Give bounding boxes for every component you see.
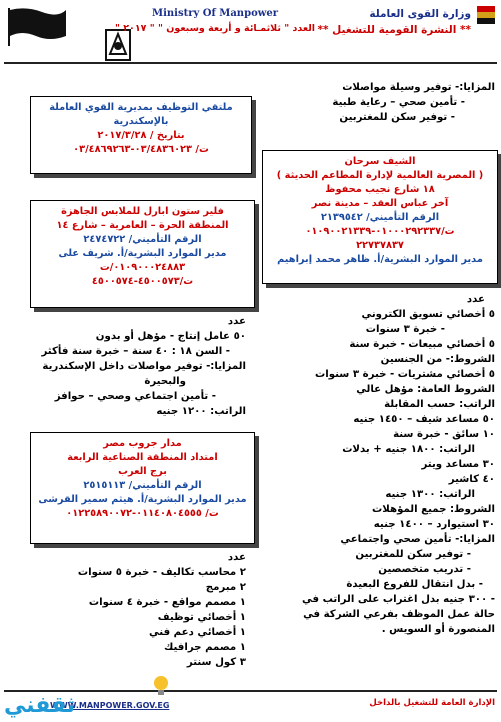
company-phone: ت/٤٥٠٠٥٧٣-٤٥٠٠٥٧٤ (91, 276, 194, 287)
forum-title: ملتقي التوظيف بمديرية القوي العاملة (49, 102, 233, 113)
job-line: ٣٠ استيوارد – ١٤٠٠ جنيه (373, 519, 495, 530)
company-address: برج العرب (118, 466, 167, 477)
company-full: ( المصرية العالمية لإدارة المطاعم الحديثة ) (276, 170, 484, 181)
count-header: عدد (227, 316, 246, 327)
footer-department: الإدارة العامة للتشغيل بالداخل (369, 698, 495, 708)
company-address: المنطقة الحرة – العامرية – شارع ١٤ (56, 220, 229, 231)
lightbulb-icon (150, 674, 172, 698)
issue-number: العدد " ثلاثمـائة و أربعة وسبعون " " ٢٠١٧ " (114, 23, 316, 34)
hr-manager: مدير الموارد البشرية/أ. هيثم سمير القرشى (38, 494, 247, 505)
job-line: - بدل انتقال للفروع البعيدة (346, 579, 483, 590)
job-line: ١ أخصائي توظيف (157, 612, 246, 623)
company-phone: ٠١٠٩٠٠٠٢٤٨٨٣/ت (99, 262, 186, 273)
company-address: ١٨ شارع نجيب محفوظ (325, 184, 435, 195)
job-line: الشروط:- من الجنسين (380, 354, 495, 365)
job-line: المزايا:- تأمين صحي واجتماعي (340, 534, 495, 545)
job-line: المزايا:- توفير مواصلات داخل الإسكندرية (42, 361, 246, 372)
flag-logo-icon (6, 6, 68, 46)
company-name: الشيف سرحان (344, 156, 416, 167)
left-job-list-2 (26, 550, 246, 670)
left-job-list-1 (26, 314, 246, 419)
job-line: الشروط: جميع المؤهلات (372, 504, 495, 515)
footer-website[interactable]: WWW.MANPOWER.GOV.EG (50, 701, 170, 710)
job-line: ٢ محاسب تكاليف - خبرة ٥ سنوات (77, 567, 246, 578)
job-line: ٤٠ كاشير (448, 474, 495, 485)
right-job-list (259, 292, 495, 637)
job-line: ١ أخصائي دعم فني (148, 627, 246, 638)
company-phones: ت/ ٠١١٤٠٨٠٤٥٥٥-٠١٢٢٥٨٩٠٠٧٢ (66, 508, 219, 519)
header-arabic (311, 6, 471, 38)
job-line: الراتب: ١٣٠٠ جنيه (385, 489, 475, 500)
job-line: حالة عمل الموظف بفرعي الشركة في (303, 609, 495, 620)
hr-manager: مدير الموارد البشرية/أ. ظاهر محمد إبراهيم (277, 254, 483, 265)
job-line: المنصورة أو السويس . (381, 624, 495, 635)
job-line: ١ مصمم مواقع - خبرة ٤ سنوات (88, 597, 246, 608)
groupe-box (30, 432, 255, 544)
header-divider (4, 62, 497, 64)
job-line: ٥ أخصائي مبيعات - خبرة سنة (349, 339, 495, 350)
job-line: - تدريب متخصصين (378, 564, 471, 575)
company-name: مدار جروب مصر (103, 438, 182, 449)
job-line: ٥ أخصائي مشتريات - خبرة ٣ سنوات (315, 369, 495, 380)
job-line: ٣٠ مساعد ويتر (421, 459, 495, 470)
insurance-number: الرقم التأميني/ ٢٤٧٤٧٢٢ (83, 234, 202, 245)
forum-date: بتاريخ / ٢٠١٧/٣/٢٨ (97, 130, 185, 141)
job-line: الراتب: ١٨٠٠ جنيه + بدلات (342, 444, 475, 455)
job-line: - السن ١٨ : ٤٠ سنة – خبرة سنة فأكثر (41, 346, 230, 357)
footer-divider (4, 690, 497, 692)
filer-box (30, 200, 255, 308)
ministry-arabic: وزارة القوى العاملة (369, 8, 471, 20)
job-line: ١٠ سائق - خبرة سنة (393, 429, 495, 440)
job-line: ١ مصمم جرافيك (164, 642, 246, 653)
sherhan-box (262, 150, 498, 284)
forum-phones: ت/ ٠٣/٤٨٣٦٠٢٣-٠٣/٤٨٦٩٢٦٣ (73, 144, 209, 155)
job-line: ٥٠ مساعد شيف – ١٤٥٠ جنيه (353, 414, 495, 425)
company-address: آخر عباس العقد – مدينة نصر (311, 198, 449, 209)
job-line: الشروط العامة: مؤهل عالي (356, 384, 495, 395)
job-line: ٢ مبرمج (205, 582, 246, 593)
bulletin-title: ** النشرة القومية للتشغيل ** (317, 24, 471, 36)
job-line: ٥٠ عامل إنتاج - مؤهل أو بدون (95, 331, 246, 342)
ministry-english: Ministry Of Manpower (152, 8, 278, 19)
benefit-line: - توفير سكن للمغتربين (339, 112, 455, 123)
header-center (90, 8, 340, 34)
job-line: والبحيرة (144, 376, 186, 387)
job-line: الراتب: ١٢٠٠ جنيه (156, 406, 246, 417)
company-name: فلير ستون ابارل للملابس الجاهزة (61, 206, 224, 217)
right-top-benefits (259, 80, 495, 125)
company-address: امتداد المنطقة الصناعية الرابعة (67, 452, 218, 463)
job-line: - تأمين اجتماعي وصحي – حوافز (54, 391, 216, 402)
job-line: - خبرة ٣ سنوات (365, 324, 445, 335)
company-phone: ٢٢٧٣٧٨٣٧ (356, 240, 404, 251)
benefit-line: المزايا:- توفير وسيلة مواصلات (342, 82, 495, 93)
benefit-line: - تأمين صحي – رعاية طبية (332, 97, 465, 108)
job-line: - توفير سكن للمغتربين (355, 549, 471, 560)
watermark-logo: ثقفني (4, 693, 76, 718)
insurance-number: الرقم التأميني/ ٢١٣٩٥٤٢ (320, 212, 440, 223)
hr-manager: مدير الموارد البشرية/أ. شريف على (58, 248, 227, 259)
job-line: ٣ كول سنتر (186, 657, 246, 668)
forum-box (30, 96, 252, 174)
eagle-emblem-icon (475, 4, 497, 26)
forum-city: بالإسكندرية (113, 116, 169, 127)
insurance-number: الرقم التأميني/ ٢٥١٥١١٣ (83, 480, 202, 491)
count-header: عدد (466, 294, 485, 305)
company-phone: ت/٠١٠٠٠٢٩٢٣٣٧-٠١٠٩٠٠٢١٣٣٩ (305, 226, 455, 237)
job-line: الراتب: حسب المقابلة (384, 399, 495, 410)
job-line: - ٣٠٠ جنيه بدل اغتراب على الراتب في (302, 594, 495, 605)
count-header: عدد (227, 552, 246, 563)
job-line: ٥ أخصائي تسويق الكتروني (361, 309, 495, 320)
